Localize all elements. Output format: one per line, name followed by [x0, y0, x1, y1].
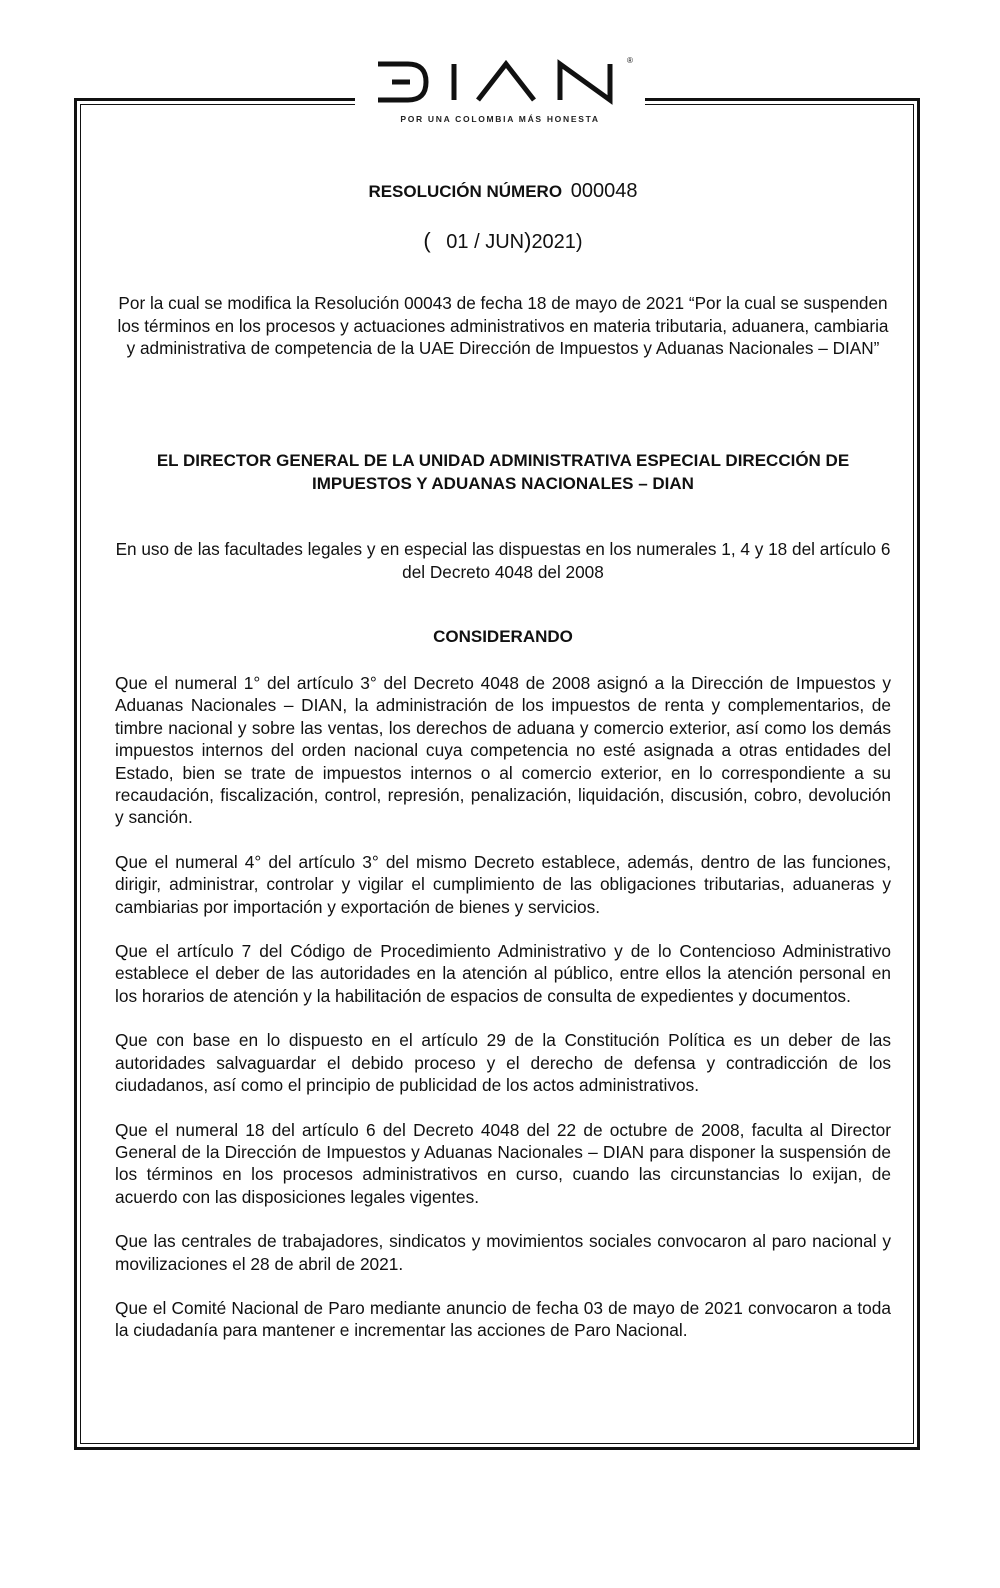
resolution-number: 000048 [570, 180, 638, 202]
considering-heading: CONSIDERANDO [433, 627, 573, 646]
consideration-paragraph: Que el artículo 7 del Código de Procedimiento Administrativo y de lo Contencioso Administrativo establece el deber de las autoridades en la atención al público, entre ellos la atención personal en los horarios de atención y la habilitación de espacios de consulta de expedientes y documentos. [115, 941, 891, 1006]
consideration-paragraph: Que el numeral 18 del artículo 6 del Decreto 4048 del 22 de octubre de 2008, faculta al Director General de la Dirección de Impuestos y Aduanas Nacionales – DIAN para disponer la suspensión de los términos en los procesos administrativos en curso, cuando las circunstancias lo exijan, de acuerdo con las disposiciones legales vigentes. [115, 1119, 891, 1207]
resolution-label: RESOLUCIÓN NÚMERO [368, 182, 563, 201]
resolution-number-line [115, 180, 891, 203]
consideration-paragraph: Que las centrales de trabajadores, sindicatos y movimientos sociales convocaron al paro nacional y movilizaciones el 28 de abril de 2021. [115, 1231, 891, 1274]
logo-tagline: POR UNA COLOMBIA MÁS HONESTA [400, 114, 600, 124]
resolution-subject: Por la cual se modifica la Resolución 00043 de fecha 18 de mayo de 2021 “Por la cual se suspenden los términos en los procesos y actuaciones administrativos en materia tributaria, aduanera, cambiaria y administrativa de competencia de la UAE Dirección de Impuestos y Aduanas Nacionales – DIAN” [117, 293, 889, 358]
resolution-year: 2021) [531, 231, 583, 253]
consideration-paragraph: Que con base en lo dispuesto en el artículo 29 de la Constitución Política es un deber de las autoridades salvaguardar el debido proceso y el derecho de defensa y contradicción de los ciudadanos, así como el principio de publicidad de los actos administrativos. [115, 1030, 891, 1096]
resolution-date: 01 / JUN [446, 231, 525, 253]
date-open-paren: ( [423, 228, 431, 253]
dian-logo [355, 52, 645, 134]
consideration-paragraph: Que el Comité Nacional de Paro mediante anuncio de fecha 03 de mayo de 2021 convocaron a toda la ciudadanía para mantener e incrementar las acciones de Paro Nacional. [115, 1297, 891, 1341]
resolution-date-line [115, 228, 891, 254]
legal-faculties: En uso de las facultades legales y en especial las dispuestas en los numerales 1, 4 y 18 del artículo 6 del Decreto 4048 del 2008 [115, 539, 891, 582]
consideration-paragraph: Que el numeral 1° del artículo 3° del Decreto 4048 de 2008 asignó a la Dirección de Impuestos y Aduanas Nacionales – DIAN, la administración de los impuestos de renta y complementarios, de timbre nacional y sobre las ventas, los derechos de aduana y comercio exterior, así como los demás impuestos internos del orden nacional cuya competencia no esté asignada a otras entidades del Estado, bien se trate de impuestos internos o al comercio exterior, en lo correspondiente a su recaudación, fiscalización, control, represión, penalización, liquidación, discusión, cobro, devolución y sanción. [115, 673, 891, 828]
director-heading: EL DIRECTOR GENERAL DE LA UNIDAD ADMINISTRATIVA ESPECIAL DIRECCIÓN DE IMPUESTOS Y ADUANAS NACIONALES – DIAN [156, 451, 850, 493]
considerations-body [115, 672, 891, 1364]
registered-mark: ® [627, 56, 633, 65]
consideration-paragraph: Que el numeral 4° del artículo 3° del mismo Decreto establece, además, dentro de las funciones, dirigir, administrar, controlar y vigilar el cumplimiento de las obligaciones tributarias, aduaneras y cambiarias por importación y exportación de bienes y servicios. [115, 851, 891, 917]
date-close-paren: ) [524, 228, 532, 253]
dian-logo-mark [370, 52, 630, 108]
